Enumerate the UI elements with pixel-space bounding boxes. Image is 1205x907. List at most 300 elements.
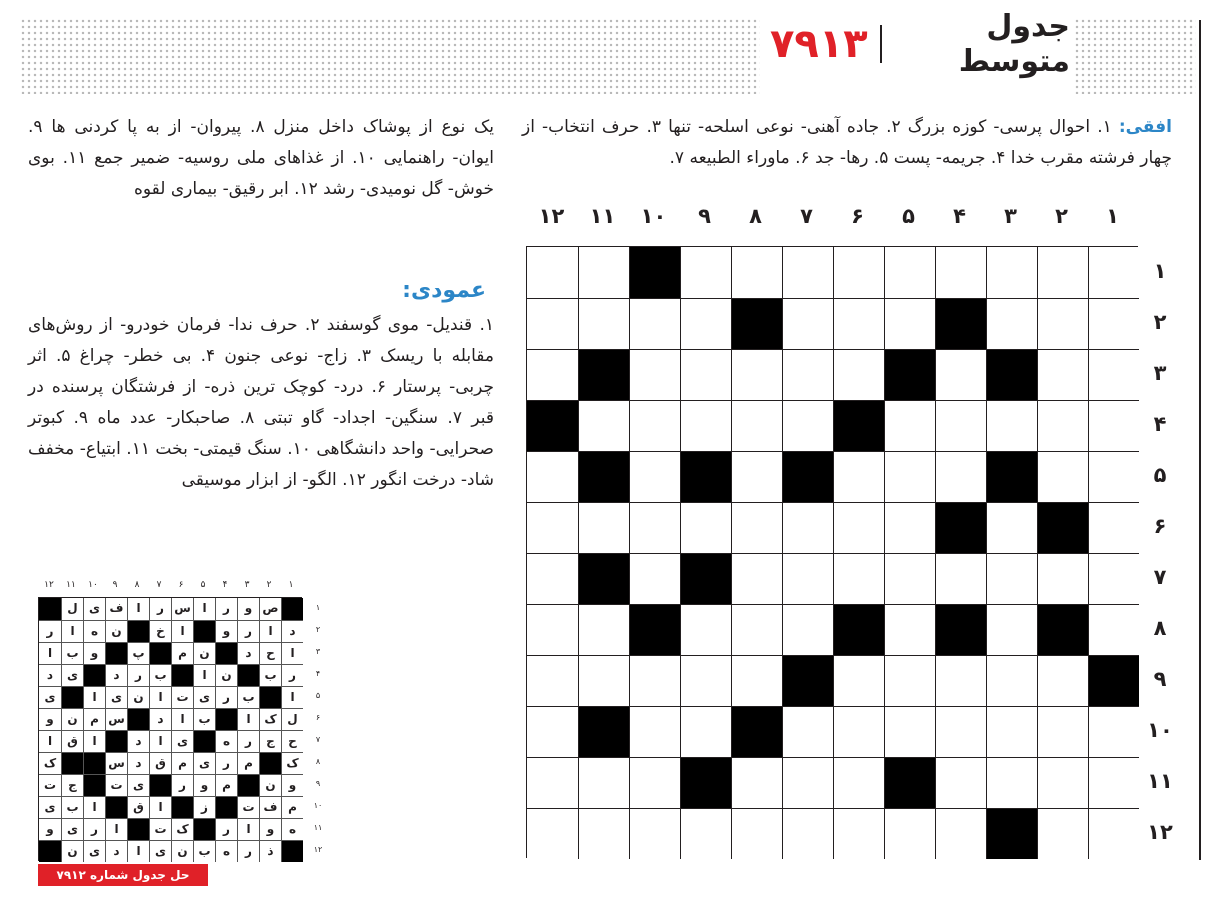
solution-row-number: ۲ xyxy=(315,625,321,634)
solution-row-numbers xyxy=(306,597,330,861)
grid-cell[interactable] xyxy=(833,298,884,349)
grid-cell[interactable] xyxy=(1088,808,1139,859)
black-cell xyxy=(833,604,884,655)
solution-black-cell xyxy=(127,620,149,642)
grid-cell[interactable] xyxy=(833,349,884,400)
grid-cell[interactable] xyxy=(629,349,680,400)
grid-cell[interactable] xyxy=(935,349,986,400)
grid-cell[interactable] xyxy=(731,400,782,451)
solution-cell: ا xyxy=(171,708,193,730)
grid-cell[interactable] xyxy=(629,502,680,553)
grid-cell[interactable] xyxy=(731,502,782,553)
solution-black-cell xyxy=(127,818,149,840)
column-number: ۶ xyxy=(851,204,864,228)
solution-cell: ر xyxy=(149,598,171,620)
grid-cell[interactable] xyxy=(527,706,578,757)
solution-cell: ا xyxy=(127,840,149,862)
solution-cell: ر xyxy=(237,840,259,862)
solution-black-cell xyxy=(171,664,193,686)
solution-black-cell xyxy=(83,664,105,686)
black-cell xyxy=(1088,655,1139,706)
row-number: ۷ xyxy=(1153,565,1167,589)
grid-cell[interactable] xyxy=(731,451,782,502)
solution-cell: و xyxy=(237,598,259,620)
column-number: ۹ xyxy=(698,204,711,228)
grid-cell[interactable] xyxy=(527,757,578,808)
solution-cell: ا xyxy=(39,642,61,664)
grid-cell[interactable] xyxy=(578,247,629,298)
solution-black-cell xyxy=(149,642,171,664)
grid-cell[interactable] xyxy=(833,808,884,859)
grid-cell[interactable] xyxy=(629,655,680,706)
row-number: ۲ xyxy=(1153,310,1167,334)
row-number: ۶ xyxy=(1153,514,1167,538)
solution-cell: م xyxy=(171,752,193,774)
grid-cell[interactable] xyxy=(527,298,578,349)
solution-label: حل جدول شماره ۷۹۱۲ xyxy=(38,864,208,886)
grid-cell[interactable] xyxy=(833,655,884,706)
grid-cell[interactable] xyxy=(884,298,935,349)
solution-black-cell xyxy=(281,598,303,620)
grid-cell[interactable] xyxy=(884,502,935,553)
solution-cell: ک xyxy=(259,708,281,730)
grid-cell[interactable] xyxy=(1037,400,1088,451)
grid-cell[interactable] xyxy=(884,451,935,502)
solution-black-cell xyxy=(83,774,105,796)
solution-cell: و xyxy=(39,708,61,730)
across-clues xyxy=(522,112,1172,174)
column-number: ۱۱ xyxy=(589,204,616,228)
grid-cell[interactable] xyxy=(884,400,935,451)
solution-black-cell xyxy=(281,840,303,862)
grid-cell[interactable] xyxy=(884,706,935,757)
solution-cell: ک xyxy=(39,752,61,774)
row-number: ۱۲ xyxy=(1147,820,1173,844)
grid-cell[interactable] xyxy=(884,553,935,604)
grid-cell[interactable] xyxy=(935,706,986,757)
solution-black-cell xyxy=(193,818,215,840)
black-cell xyxy=(986,808,1037,859)
solution-black-cell xyxy=(61,752,83,774)
grid-cell[interactable] xyxy=(1037,451,1088,502)
solution-cell: ت xyxy=(39,774,61,796)
right-rule xyxy=(1199,20,1201,860)
solution-cell: ب xyxy=(237,686,259,708)
grid-cell[interactable] xyxy=(782,298,833,349)
grid-cell[interactable] xyxy=(629,757,680,808)
black-cell xyxy=(884,349,935,400)
down-label: عمودی: xyxy=(402,278,486,303)
solution-column-number: ۴ xyxy=(222,580,228,590)
solution-cell: م xyxy=(281,796,303,818)
grid-cell[interactable] xyxy=(1037,349,1088,400)
grid-cell[interactable] xyxy=(527,655,578,706)
grid-cell[interactable] xyxy=(986,655,1037,706)
solution-cell: د xyxy=(127,752,149,774)
solution-column-numbers xyxy=(38,580,302,594)
grid-cell[interactable] xyxy=(782,400,833,451)
black-cell xyxy=(578,553,629,604)
grid-cell[interactable] xyxy=(986,706,1037,757)
puzzle-title: جدول متوسط xyxy=(958,9,1070,79)
solution-black-cell xyxy=(149,774,171,796)
grid-cell[interactable] xyxy=(1088,247,1139,298)
solution-black-cell xyxy=(193,730,215,752)
solution-cell: ن xyxy=(215,664,237,686)
puzzle-number: ۷۹۱۳ xyxy=(770,21,868,67)
solution-cell: ح xyxy=(281,730,303,752)
grid-cell[interactable] xyxy=(1037,706,1088,757)
grid-cell[interactable] xyxy=(986,247,1037,298)
solution-cell: ه xyxy=(215,840,237,862)
column-number: ۵ xyxy=(902,204,915,228)
grid-cell[interactable] xyxy=(680,349,731,400)
black-cell xyxy=(629,247,680,298)
grid-cell[interactable] xyxy=(884,247,935,298)
grid-cell[interactable] xyxy=(782,502,833,553)
grid-cell[interactable] xyxy=(1037,655,1088,706)
solution-black-cell xyxy=(105,730,127,752)
solution-cell: ا xyxy=(149,730,171,752)
solution-cell: ج xyxy=(259,730,281,752)
column-number: ۷ xyxy=(800,204,813,228)
grid-cell[interactable] xyxy=(833,757,884,808)
solution-cell: ر xyxy=(215,818,237,840)
grid-cell[interactable] xyxy=(1037,247,1088,298)
solution-black-cell xyxy=(193,620,215,642)
black-cell xyxy=(731,706,782,757)
grid-cell[interactable] xyxy=(680,808,731,859)
black-cell xyxy=(527,400,578,451)
solution-cell: ا xyxy=(237,708,259,730)
solution-cell: م xyxy=(237,752,259,774)
solution-column-number: ۱۰ xyxy=(88,580,98,590)
grid-cell[interactable] xyxy=(782,349,833,400)
column-numbers xyxy=(526,204,1138,238)
solution-cell: س xyxy=(105,708,127,730)
solution-cell: ا xyxy=(149,686,171,708)
solution-cell: ک xyxy=(281,752,303,774)
solution-cell: ا xyxy=(281,686,303,708)
grid-cell[interactable] xyxy=(578,604,629,655)
solution-column-number: ۷ xyxy=(156,580,162,590)
grid-cell[interactable] xyxy=(833,553,884,604)
grid-cell[interactable] xyxy=(1088,400,1139,451)
row-number: ۳ xyxy=(1153,361,1167,385)
grid-cell[interactable] xyxy=(1088,451,1139,502)
solution-row-number: ۷ xyxy=(315,735,321,744)
solution-cell: ن xyxy=(171,840,193,862)
across-label: افقی: xyxy=(1118,117,1173,137)
black-cell xyxy=(680,757,731,808)
solution-black-cell xyxy=(127,708,149,730)
solution-black-cell xyxy=(215,642,237,664)
solution-cell: د xyxy=(127,730,149,752)
grid-cell[interactable] xyxy=(884,655,935,706)
grid-cell[interactable] xyxy=(731,757,782,808)
row-number: ۵ xyxy=(1153,463,1167,487)
black-cell xyxy=(986,349,1037,400)
solution-cell: ه xyxy=(83,620,105,642)
solution-cell: و xyxy=(193,774,215,796)
solution-cell: ب xyxy=(149,664,171,686)
grid-cell[interactable] xyxy=(527,502,578,553)
black-cell xyxy=(578,451,629,502)
grid-cell[interactable] xyxy=(731,655,782,706)
solution-cell: و xyxy=(215,620,237,642)
grid-cell[interactable] xyxy=(1037,553,1088,604)
solution-column-number: ۹ xyxy=(112,580,118,590)
solution-row-number: ۹ xyxy=(315,779,321,788)
grid-cell[interactable] xyxy=(578,298,629,349)
grid-cell[interactable] xyxy=(680,604,731,655)
grid-cell[interactable] xyxy=(1088,757,1139,808)
grid-cell[interactable] xyxy=(527,808,578,859)
grid-cell[interactable] xyxy=(629,553,680,604)
grid-cell[interactable] xyxy=(680,655,731,706)
grid-cell[interactable] xyxy=(578,655,629,706)
solution-row-number: ۱۱ xyxy=(313,823,323,832)
solution-black-cell xyxy=(105,642,127,664)
grid-cell[interactable] xyxy=(680,298,731,349)
solution-cell: ر xyxy=(237,730,259,752)
solution-cell: ق xyxy=(149,752,171,774)
grid-cell[interactable] xyxy=(680,502,731,553)
grid-cell[interactable] xyxy=(935,247,986,298)
grid-cell[interactable] xyxy=(1088,553,1139,604)
solution-cell: ا xyxy=(281,642,303,664)
grid-cell[interactable] xyxy=(782,247,833,298)
across-clues-continued: یک نوع از پوشاک داخل منزل ۸. پیروان- از به پا کردنی ها ۹. ایوان- راهنمایی ۱۰. از غذاهای ملی روسیه- ضمیر جمع ۱۱. بوی خوش- گل نومیدی- رشد ۱۲. ابر رقیق- بیماری لقوه xyxy=(28,117,494,199)
solution-cell: ا xyxy=(193,598,215,620)
solution-row-number: ۳ xyxy=(315,647,321,656)
grid-cell[interactable] xyxy=(578,400,629,451)
grid-cell[interactable] xyxy=(833,502,884,553)
grid-cell[interactable] xyxy=(884,604,935,655)
solution-cell: د xyxy=(237,642,259,664)
column-number: ۱۲ xyxy=(538,204,565,228)
grid-cell[interactable] xyxy=(731,349,782,400)
solution-cell: ب xyxy=(61,642,83,664)
grid-cell[interactable] xyxy=(782,706,833,757)
grid-cell[interactable] xyxy=(527,553,578,604)
solution-cell: ف xyxy=(259,796,281,818)
grid-cell[interactable] xyxy=(1088,298,1139,349)
solution-cell: ل xyxy=(61,598,83,620)
solution-cell: ی xyxy=(193,752,215,774)
solution-grid xyxy=(38,597,302,861)
solution-row-number: ۴ xyxy=(315,669,321,678)
grid-cell[interactable] xyxy=(629,298,680,349)
solution-cell: ر xyxy=(215,752,237,774)
grid-cell[interactable] xyxy=(731,247,782,298)
solution-cell: ی xyxy=(61,664,83,686)
solution-cell: ی xyxy=(149,840,171,862)
solution-cell: خ xyxy=(149,620,171,642)
solution-black-cell xyxy=(259,686,281,708)
grid-cell[interactable] xyxy=(782,757,833,808)
solution-cell: ل xyxy=(281,708,303,730)
grid-cell[interactable] xyxy=(680,706,731,757)
page-title xyxy=(770,10,1070,78)
solution-cell: ا xyxy=(61,620,83,642)
solution-cell: ت xyxy=(237,796,259,818)
grid-cell[interactable] xyxy=(527,604,578,655)
solution-black-cell xyxy=(215,708,237,730)
solution-cell: و xyxy=(83,642,105,664)
column-number: ۸ xyxy=(749,204,762,228)
grid-cell[interactable] xyxy=(935,757,986,808)
solution-cell: ی xyxy=(171,730,193,752)
grid-cell[interactable] xyxy=(1037,757,1088,808)
row-number: ۴ xyxy=(1153,412,1167,436)
black-cell xyxy=(731,298,782,349)
black-cell xyxy=(986,451,1037,502)
column-number: ۱ xyxy=(1106,204,1119,228)
grid-cell[interactable] xyxy=(1088,604,1139,655)
grid-cell[interactable] xyxy=(578,502,629,553)
solution-cell: ر xyxy=(171,774,193,796)
solution-cell: د xyxy=(105,664,127,686)
solution-cell: و xyxy=(281,774,303,796)
grid-cell[interactable] xyxy=(782,553,833,604)
grid-cell[interactable] xyxy=(527,349,578,400)
grid-cell[interactable] xyxy=(1088,502,1139,553)
grid-cell[interactable] xyxy=(935,553,986,604)
black-cell xyxy=(1037,604,1088,655)
grid-cell[interactable] xyxy=(629,451,680,502)
solution-cell: ب xyxy=(193,708,215,730)
solution-cell: ص xyxy=(259,598,281,620)
grid-cell[interactable] xyxy=(833,451,884,502)
column-number: ۴ xyxy=(953,204,966,228)
solution-cell: م xyxy=(215,774,237,796)
grid-cell[interactable] xyxy=(935,655,986,706)
down-clues: ۱. قندیل- موی گوسفند ۲. حرف ندا- فرمان خودرو- از روش‌های مقابله با ریسک ۳. زاج- نوعی جنون ۴. بی خطر- چراغ ۵. اثر چربی- پرستار ۶. درد- کوچک ترین ذره- از فرشتگان پرسنده در قبر ۷. سنگین- اجداد- گاو تبتی ۸. صاحبکار- عدد ماه ۹. کبوتر صحرایی- واحد دانشگاهی ۱۰. سنگ قیمتی- بخت ۱۱. ابتیاع- مخفف شاد- درخت انگور ۱۲. الگو- از ابزار موسیقی xyxy=(28,315,494,490)
grid-cell[interactable] xyxy=(782,808,833,859)
solution-cell: ا xyxy=(127,598,149,620)
row-number: ۹ xyxy=(1153,667,1167,691)
solution-black-cell xyxy=(237,774,259,796)
solution-cell: ن xyxy=(127,686,149,708)
grid-cell[interactable] xyxy=(986,400,1037,451)
grid-cell[interactable] xyxy=(986,757,1037,808)
row-numbers xyxy=(1140,246,1180,858)
solution-cell: م xyxy=(83,708,105,730)
solution-cell: ا xyxy=(259,620,281,642)
solution-column-number: ۱۱ xyxy=(66,580,76,590)
solution-cell: د xyxy=(149,708,171,730)
solution-cell: ق xyxy=(127,796,149,818)
solution-cell: د xyxy=(39,664,61,686)
grid-cell[interactable] xyxy=(731,604,782,655)
row-number: ۱۱ xyxy=(1147,769,1173,793)
black-cell xyxy=(680,451,731,502)
grid-cell[interactable] xyxy=(578,808,629,859)
solution-cell: ا xyxy=(105,818,127,840)
solution-cell: ی xyxy=(83,598,105,620)
grid-cell[interactable] xyxy=(1037,808,1088,859)
solution-cell: ت xyxy=(171,686,193,708)
grid-cell[interactable] xyxy=(629,706,680,757)
solution-row-number: ۵ xyxy=(315,691,321,700)
crossword-grid xyxy=(526,246,1138,858)
black-cell xyxy=(680,553,731,604)
grid-cell[interactable] xyxy=(884,808,935,859)
solution-cell: ا xyxy=(171,620,193,642)
solution-cell: ا xyxy=(83,796,105,818)
solution-cell: ت xyxy=(105,774,127,796)
black-cell xyxy=(935,298,986,349)
solution-cell: س xyxy=(105,752,127,774)
grid-cell[interactable] xyxy=(578,757,629,808)
solution-row-number: ۱۰ xyxy=(313,801,323,810)
solution-cell: ن xyxy=(61,708,83,730)
grid-cell[interactable] xyxy=(782,604,833,655)
solution-black-cell xyxy=(237,664,259,686)
grid-cell[interactable] xyxy=(986,502,1037,553)
grid-cell[interactable] xyxy=(935,451,986,502)
solution-cell: ج xyxy=(61,774,83,796)
grid-cell[interactable] xyxy=(629,808,680,859)
solution-cell: ا xyxy=(149,796,171,818)
across-clues-text: ۱. احوال پرسی- کوزه بزرگ ۲. جاده آهنی- نوعی اسلحه- تنها ۳. حرف انتخاب- از چهار فرشته مقرب خدا ۴. جریمه- پست ۵. رها- جد ۶. ماوراء الطبیعه ۷. xyxy=(522,117,1172,168)
solution-black-cell xyxy=(259,752,281,774)
grid-cell[interactable] xyxy=(935,400,986,451)
solution-cell: ب xyxy=(193,840,215,862)
row-number: ۱۰ xyxy=(1147,718,1173,742)
grid-cell[interactable] xyxy=(731,553,782,604)
solution-black-cell xyxy=(83,752,105,774)
solution-cell: ا xyxy=(237,818,259,840)
black-cell xyxy=(782,451,833,502)
grid-cell[interactable] xyxy=(1037,298,1088,349)
grid-cell[interactable] xyxy=(986,298,1037,349)
grid-cell[interactable] xyxy=(833,247,884,298)
grid-cell[interactable] xyxy=(527,451,578,502)
solution-row-number: ۶ xyxy=(315,713,321,722)
solution-cell: ن xyxy=(193,642,215,664)
solution-cell: ر xyxy=(127,664,149,686)
solution-row-number: ۱۲ xyxy=(313,845,323,854)
grid-cell[interactable] xyxy=(1088,706,1139,757)
grid-cell[interactable] xyxy=(527,247,578,298)
grid-cell[interactable] xyxy=(680,400,731,451)
column-number: ۲ xyxy=(1055,204,1068,228)
solution-cell: ز xyxy=(193,796,215,818)
grid-cell[interactable] xyxy=(935,808,986,859)
grid-cell[interactable] xyxy=(986,604,1037,655)
solution-cell: ب xyxy=(259,664,281,686)
solution-cell: س xyxy=(171,598,193,620)
grid-cell[interactable] xyxy=(731,808,782,859)
black-cell xyxy=(782,655,833,706)
solution-cell: پ xyxy=(127,642,149,664)
solution-cell: ف xyxy=(105,598,127,620)
grid-cell[interactable] xyxy=(680,247,731,298)
solution-cell: ی xyxy=(61,818,83,840)
grid-cell[interactable] xyxy=(833,706,884,757)
black-cell xyxy=(935,502,986,553)
grid-cell[interactable] xyxy=(986,553,1037,604)
grid-cell[interactable] xyxy=(1088,349,1139,400)
black-cell xyxy=(935,604,986,655)
solution-cell: ا xyxy=(83,686,105,708)
solution-black-cell xyxy=(61,686,83,708)
solution-black-cell xyxy=(215,796,237,818)
grid-cell[interactable] xyxy=(629,400,680,451)
solution-cell: م xyxy=(171,642,193,664)
